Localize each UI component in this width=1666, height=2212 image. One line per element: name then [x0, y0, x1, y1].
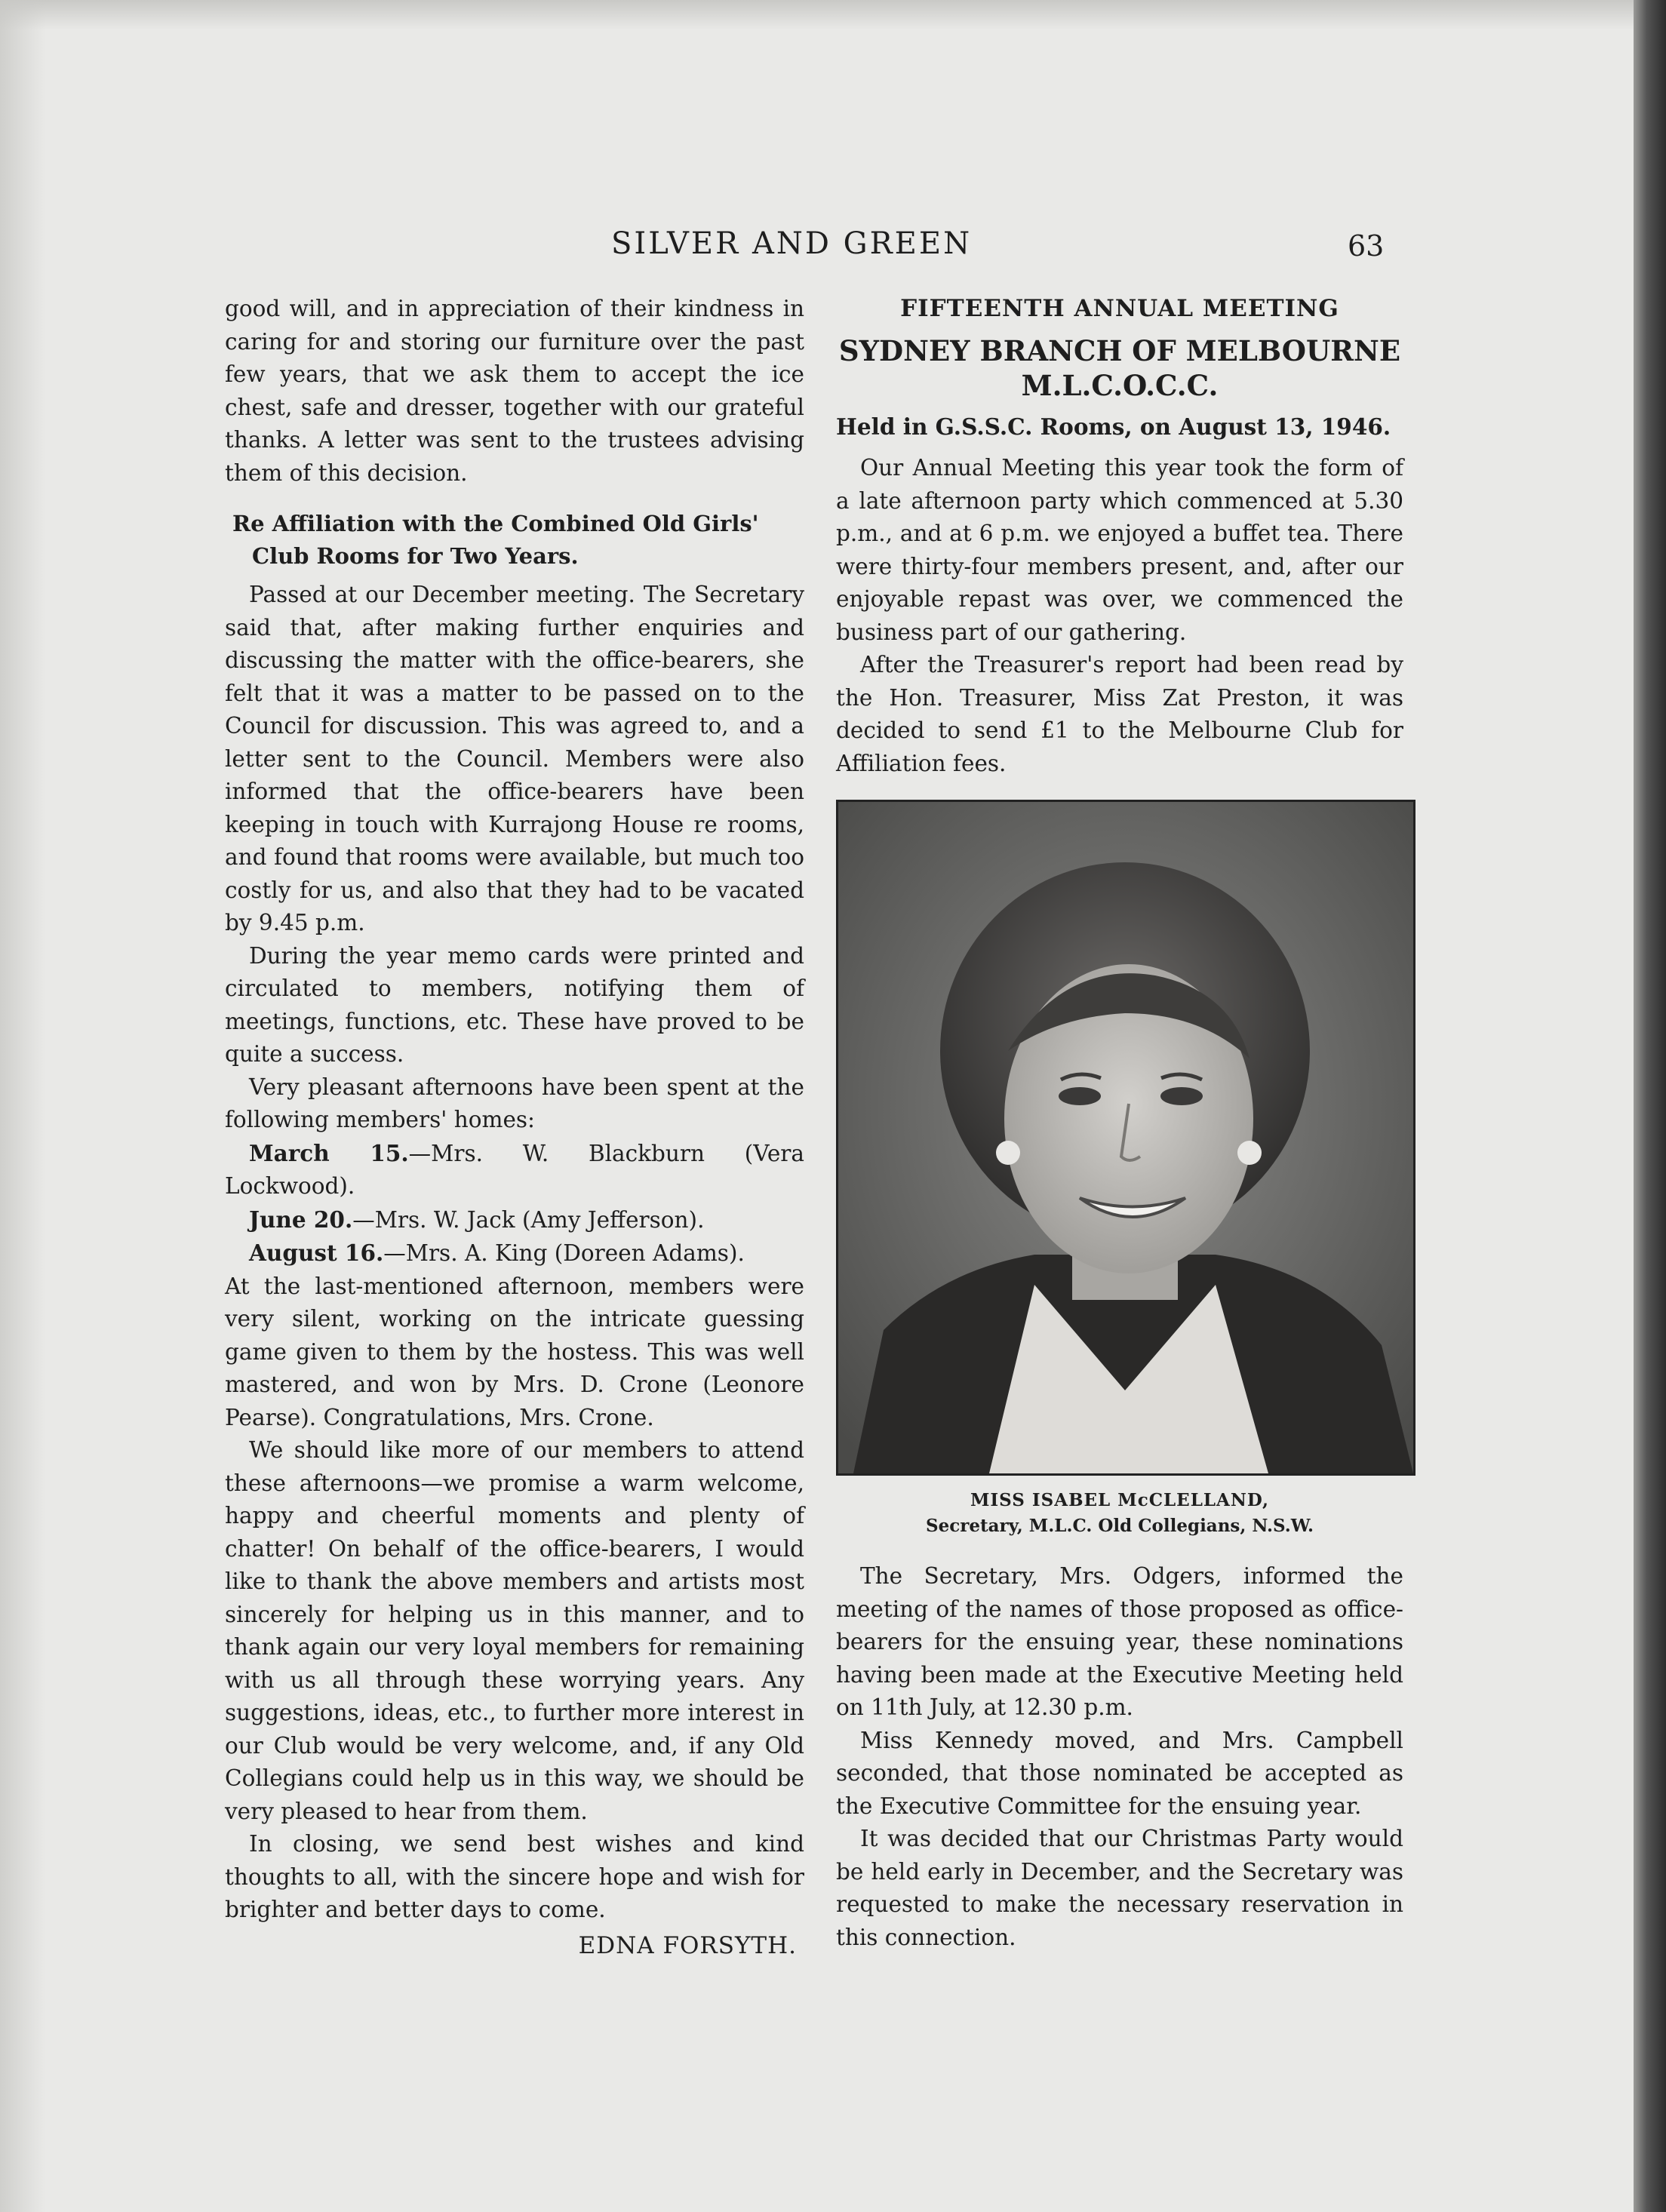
- affiliation-heading-line1: Re Affiliation with the Combined Old Girls': [232, 511, 759, 536]
- paragraph: Miss Kennedy moved, and Mrs. Campbell seconded, that those nominated be accepted as the Executive Committee for the ensuing year.: [836, 1727, 1403, 1819]
- home-entry-text: —Mrs. W. Jack (Amy Jefferson).: [352, 1206, 705, 1233]
- branch-heading-line2: M.L.C.O.C.C.: [1021, 368, 1219, 402]
- paragraph: After the Treasurer's report had been read by the Hon. Treasurer, Miss Zat Preston, it was decided to send £1 to the Melbourne Club for Affiliation fees.: [836, 652, 1403, 776]
- left-column: [225, 293, 804, 1962]
- paragraph: The Secretary, Mrs. Odgers, informed the meeting of the names of those proposed as office-bearers for the ensuing year, these nominations having been made at the Executive Meeting held on 11th July, at 12.30 p.m.: [836, 1563, 1403, 1720]
- home-entry: [225, 1237, 804, 1270]
- right-eye: [1160, 1087, 1203, 1105]
- home-entry-text: —Mrs. A. King (Doreen Adams).: [383, 1240, 745, 1266]
- home-entry-text: —Mrs. W. Blackburn (Vera Lockwood).: [225, 1140, 804, 1199]
- home-entry-date: March 15.: [249, 1139, 409, 1166]
- branch-heading: [836, 333, 1403, 403]
- right-column: [836, 293, 1403, 1954]
- held-line: Held in G.S.S.C. Rooms, on August 13, 1946.: [836, 413, 1391, 440]
- home-entry: [225, 1203, 804, 1237]
- left-eye: [1059, 1087, 1101, 1105]
- paragraph: In closing, we send best wishes and kind thoughts to all, with the sincere hope and wish for brighter and better days to come.: [225, 1831, 804, 1922]
- paragraph: Our Annual Meeting this year took the form of a late afternoon party which commenced at 5.30 p.m., and at 6 p.m. we enjoyed a buffet tea. There were thirty-four members present, and, after our enjoyable repast was over, we commenced the business part of our gathering.: [836, 455, 1403, 645]
- photo-caption-name: MISS ISABEL McCLELLAND,: [970, 1490, 1270, 1510]
- meeting-heading: FIFTEENTH ANNUAL MEETING: [900, 295, 1339, 322]
- home-entry-date: June 20.: [249, 1206, 353, 1233]
- paragraph: Passed at our December meeting. The Secretary said that, after making further enquiries and discussing the matter with the office-bearers, she felt that it was a matter to be passed on to the Council for discussion. This was agreed to, and a letter sent to the Council. Members were also informed that the office-bearers have been keeping in touch with Kurrajong House re rooms, and found that rooms were available, but much too costly for us, and also that they had to be vacated by 9.45 p.m.: [225, 582, 804, 935]
- home-entry-date: August 16.: [249, 1240, 384, 1266]
- left-earring: [996, 1141, 1020, 1165]
- right-earring: [1237, 1141, 1262, 1165]
- top-shadow: [0, 0, 1634, 30]
- running-head: [0, 226, 1634, 264]
- running-title: SILVER AND GREEN: [611, 226, 973, 261]
- affiliation-heading-line2: Club Rooms for Two Years.: [252, 543, 579, 569]
- paragraph: It was decided that our Christmas Party would be held early in December, and the Secretary was requested to make the necessary reservation in this connection.: [836, 1826, 1403, 1950]
- branch-heading-line1: SYDNEY BRANCH OF MELBOURNE: [838, 333, 1401, 367]
- binding-shadow: [0, 0, 45, 2212]
- intro-paragraph: good will, and in appreciation of their kindness in caring for and storing our furniture over the past few years, that we ask them to accept the ice chest, safe and dresser, together with our grateful thanks. A letter was sent to the trustees advising them of this decision.: [225, 296, 804, 486]
- paragraph: Very pleasant afternoons have been spent at the following members' homes:: [225, 1074, 804, 1132]
- portrait-photo: [836, 800, 1415, 1476]
- affiliation-heading: [234, 508, 804, 573]
- home-entry: [225, 1137, 804, 1203]
- page-number: 63: [1348, 229, 1385, 263]
- signature: EDNA FORSYTH.: [578, 1931, 797, 1959]
- book-edge: [1634, 0, 1666, 2212]
- paragraph: During the year memo cards were printed and circulated to members, notifying them of meetings, functions, etc. These have proved to be quite a success.: [225, 942, 804, 1067]
- portrait-illustration: [838, 802, 1413, 1473]
- paragraph: We should like more of our members to attend these afternoons—we promise a warm welcome, happy and cheerful moments and plenty of chatter! On behalf of the office-bearers, I would like to thank the above members and artists most sincerely for helping us in this manner, and to thank again our very loyal members for remaining with us all through these worrying years. Any suggestions, ideas, etc., to further more interest in our Club would be very welcome, and, if any Old Collegians could help us in this way, we should be very pleased to hear from them.: [225, 1437, 804, 1824]
- photo-caption-role: Secretary, M.L.C. Old Collegians, N.S.W.: [925, 1516, 1314, 1536]
- paragraph: At the last-mentioned afternoon, members were very silent, working on the intricate guessing game given to them by the hostess. This was well mastered, and won by Mrs. D. Crone (Leonore Pearse). Congratulations, Mrs. Crone.: [225, 1273, 804, 1430]
